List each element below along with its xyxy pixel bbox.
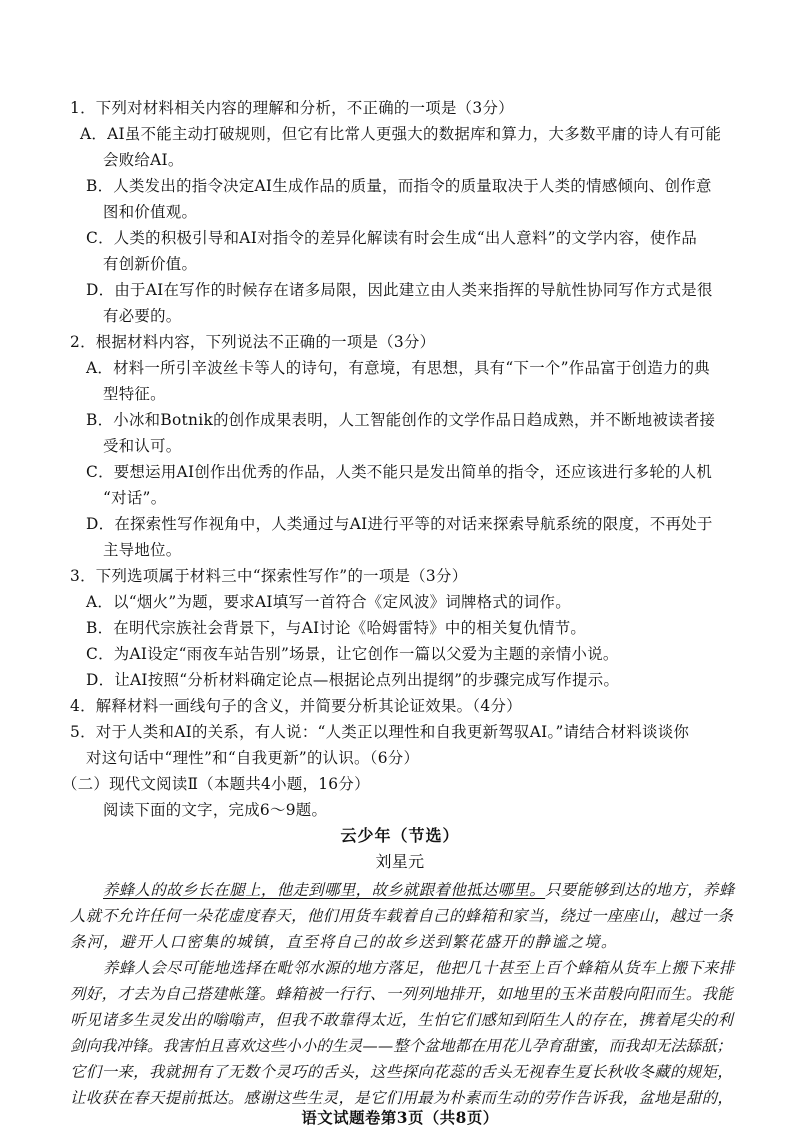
article-paragraph-2-line-5: 它们一来，我就拥有了无数个灵巧的舌头，这些探向花蕊的舌头无视春生夏长秋收冬藏的规矩， — [70, 1063, 734, 1081]
q1-option-a-line1: A．AI虽不能主动打破规则，但它有比常人更强大的数据库和算力，大多数平庸的诗人有可能 — [80, 125, 722, 143]
article-paragraph-2-line-6: 让收获在春天提前抵达。感谢这些生灵，是它们用最为朴素而生动的劳作告诉我，盆地是甜的， — [70, 1089, 734, 1107]
article-paragraph-2-line-2: 列好，才去为自己搭建帐篷。蜂箱被一行行、一列列地排开，如地里的玉米苗般向阳而生。我能 — [70, 985, 734, 1003]
q1-option-d-line2: 有必要的。 — [103, 307, 182, 325]
underlined-sentence: 养蜂人的故乡长在腿上，他走到哪里，故乡就跟着他抵达哪里。 — [103, 881, 546, 899]
question-3-stem: 3．下列选项属于材料三中“探索性写作”的一项是（3分） — [70, 567, 468, 585]
q3-option-a: A．以“烟火”为题，要求AI填写一首符合《定风波》词牌格式的词作。 — [86, 593, 571, 611]
article-paragraph-2-line-3: 听见诸多生灵发出的嗡嗡声，但我不敢靠得太近，生怕它们感知到陌生人的存在，携着尾尖的利 — [70, 1011, 734, 1029]
question-5-line2: 对这句话中“理性”和“自我更新”的认识。（6分） — [86, 749, 420, 767]
q3-option-d: D．让AI按照“分析材料确定论点—根据论点列出提纲”的步骤完成写作提示。 — [86, 671, 620, 689]
page-footer: 语文试题卷第3页（共8页） — [301, 1109, 499, 1127]
paragraph-1-continuation: 只要能够到达的地方，养蜂 — [545, 881, 735, 899]
question-1-stem: 1．下列对材料相关内容的理解和分析，不正确的一项是（3分） — [70, 99, 514, 117]
q2-option-c-line2: “对话”。 — [103, 489, 167, 507]
article-paragraph-2-line-1: 养蜂人会尽可能地选择在毗邻水源的地方落足，他把几十甚至上百个蜂箱从货车上搬下来排 — [103, 959, 735, 977]
article-paragraph-2-line-4: 剑向我冲锋。我害怕且喜欢这些小小的生灵——整个盆地都在用花儿孕育甜蜜，而我却无法舔舐； — [70, 1037, 732, 1055]
q3-option-c: C．为AI设定“雨夜车站告别”场景，让它创作一篇以父爱为主题的亲情小说。 — [86, 645, 619, 663]
question-5-stem: 5．对于人类和AI的关系，有人说：“人类正以理性和自我更新驾驭AI。”请结合材料谈谈你 — [70, 723, 690, 741]
q2-option-d-line1: D．在探索性写作视角中，人类通过与AI进行平等的对话来探索导航系统的限度，不再处于 — [86, 515, 713, 533]
q1-option-c-line2: 有创新价值。 — [103, 255, 198, 273]
q1-option-a-line2: 会败给AI。 — [103, 151, 184, 169]
q1-option-d-line1: D．由于AI在写作的时候存在诸多局限，因此建立由人类来指挥的导航性协同写作方式是很 — [86, 281, 713, 299]
q1-option-b-line2: 图和价值观。 — [103, 203, 198, 221]
question-2-stem: 2．根据材料内容，下列说法不正确的一项是（3分） — [70, 333, 436, 351]
article-paragraph-1-line-2: 人就不允许任何一朵花虚度春天，他们用货车载着自己的蜂箱和家当，绕过一座座山，越过一条 — [70, 907, 734, 925]
question-4-stem: 4．解释材料一画线句子的含义，并简要分析其论证效果。（4分） — [70, 697, 522, 715]
q2-option-b-line2: 受和认可。 — [103, 437, 182, 455]
q2-option-a-line1: A．材料一所引辛波丝卡等人的诗句，有意境，有思想，具有“下一个”作品富于创造力的典 — [86, 359, 710, 377]
q2-option-a-line2: 型特征。 — [103, 385, 166, 403]
q2-option-b-line1: B．小冰和Botnik的创作成果表明，人工智能创作的文学作品日趋成熟，并不断地被读者接 — [86, 411, 716, 429]
q2-option-d-line2: 主导地位。 — [103, 541, 182, 559]
section-instruction: 阅读下面的文字，完成6～9题。 — [103, 801, 328, 819]
article-paragraph-1-line-3: 条河，避开人口密集的城镇，直至将自己的故乡送到繁花盛开的静谧之境。 — [70, 933, 618, 951]
q2-option-c-line1: C．要想运用AI创作出优秀的作品，人类不能只是发出简单的指令，还应该进行多轮的人机 — [86, 463, 713, 481]
article-paragraph-1-line-1 — [103, 880, 735, 900]
q3-option-b: B．在明代宗族社会背景下，与AI讨论《哈姆雷特》中的相关复仇情节。 — [86, 619, 587, 637]
q1-option-b-line1: B．人类发出的指令决定AI生成作品的质量，而指令的质量取决于人类的情感倾向、创作意 — [86, 177, 712, 195]
article-title: 云少年（节选） — [340, 826, 460, 845]
section-heading: （二）现代文阅读Ⅱ（本题共4小题，16分） — [62, 775, 370, 793]
article-author: 刘星元 — [375, 852, 425, 871]
q1-option-c-line1: C．人类的积极引导和AI对指令的差异化解读有时会生成“出人意料”的文学内容，使作品 — [86, 229, 698, 247]
